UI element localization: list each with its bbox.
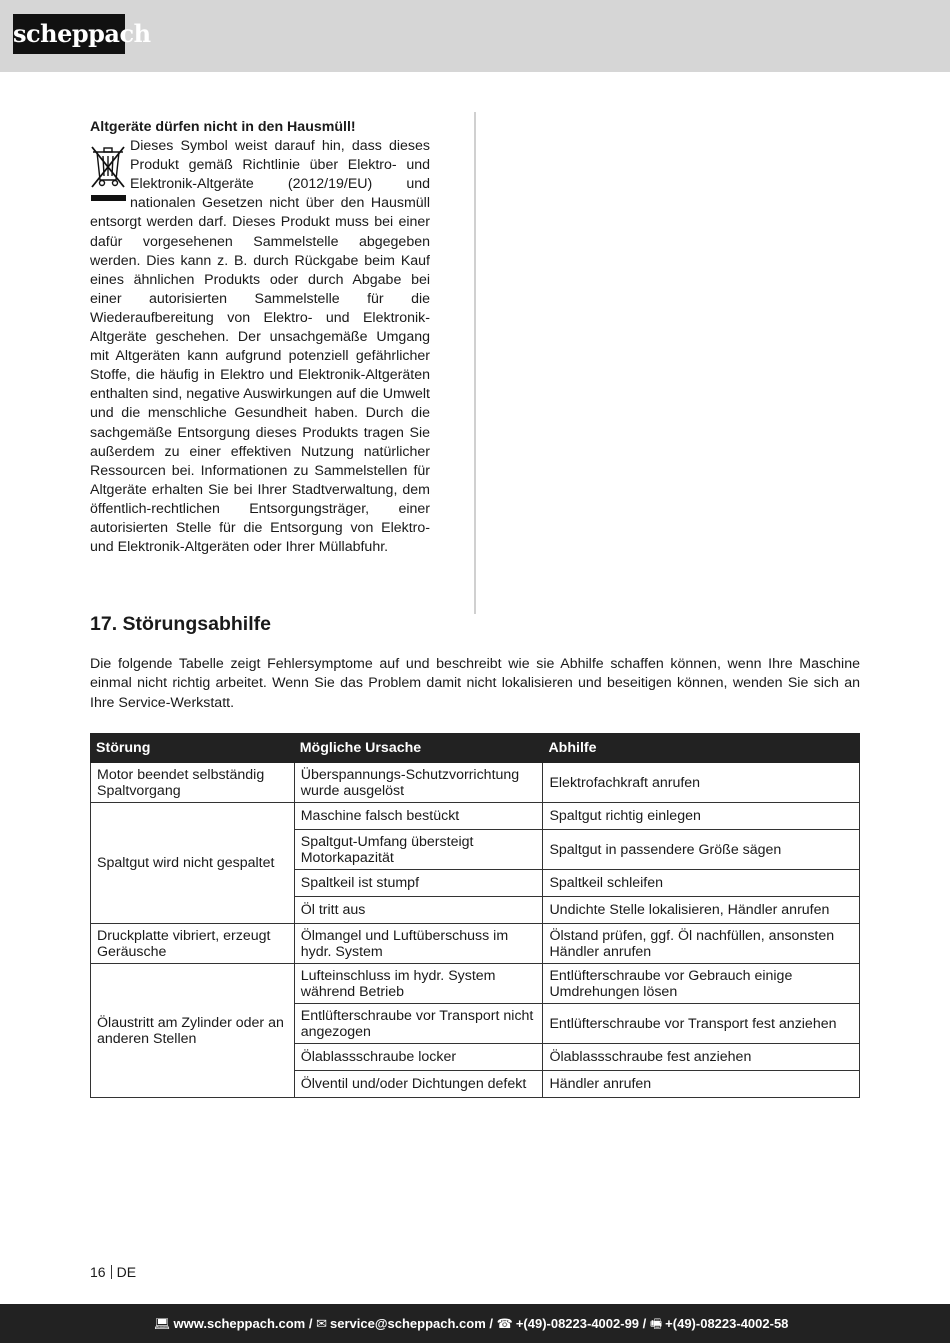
language-code: DE: [116, 1264, 137, 1280]
cause-cell: Ölablassschraube locker: [294, 1044, 543, 1071]
table-row: [91, 964, 860, 1004]
cause-cell: Entlüfterschraube vor Transport nicht angezogen: [294, 1004, 543, 1044]
section-title: 17. Störungsabhilfe: [90, 613, 271, 635]
remedy-cell: Entlüfterschraube vor Gebrauch einige Umdrehungen lösen: [543, 964, 860, 1004]
cause-cell: Überspannungs-Schutzvorrichtung wurde ausgelöst: [294, 763, 543, 803]
fax-number: +(49)-08223-4002-58: [665, 1316, 789, 1331]
remedy-cell: Ölstand prüfen, ggf. Öl nachfüllen, ansonsten Händler anrufen: [543, 924, 860, 964]
page-number: [90, 1264, 136, 1280]
remedy-cell: Spaltgut in passendere Größe sägen: [543, 830, 860, 870]
disposal-notice: [90, 118, 430, 557]
table-row: [91, 803, 860, 830]
column-divider: [474, 112, 476, 614]
header-fault: Störung: [91, 734, 295, 763]
crossed-bin-icon: [90, 139, 128, 205]
computer-icon: 💻︎: [154, 1316, 171, 1331]
remedy-cell: Händler anrufen: [543, 1071, 860, 1098]
contact-line: [154, 1304, 788, 1343]
remedy-cell: Spaltkeil schleifen: [543, 870, 860, 897]
scheppach-logo: scheppach: [13, 14, 125, 54]
table-row: [91, 924, 860, 964]
cause-cell: Ölmangel und Luftüberschuss im hydr. System: [294, 924, 543, 964]
cause-cell: Maschine falsch bestückt: [294, 803, 543, 830]
phone-number: +(49)-08223-4002-99 /: [515, 1316, 647, 1331]
disposal-text: Dieses Symbol weist darauf hin, dass dieses Produkt gemäß Richtlinie über Elektro- und Elektronik-Altgeräte (2012/19/EU) und nationalen Gesetzen nicht über den Hausmüll entsorgt werden darf. Dieses Produkt muss bei einer dafür vorgesehenen Sammelstelle abgegeben werden. Dies kann z. B. durch Rückgabe beim Kauf eines ähnlichen Produkts oder durch Abgabe bei einer autorisierten Sammelstelle für die Wiederaufbereitung von Elektro- und Elektronik-Altgeräte geschehen. Der unsachgemäße Umgang mit Altgeräten kann aufgrund potenziell gefährlicher Stoffe, die häufig in Elektro und Elektronik-Altgeräten enthalten sind, negative Auswirkungen auf die Umwelt und die menschliche Gesundheit haben. Durch die sachgemäße Entsorgung dieses Produkts tragen Sie außerdem zu einer effektiven Nutzung natürlicher Ressourcen bei. Informationen zu Sammelstellen für Altgeräte erhalten Sie bei Ihrer Stadtverwaltung, dem öffentlich-rechtlichen Entsorgungsträger, einer autorisierten Stelle für die Entsorgung von Elektro- und Elektronik-Altgeräten oder Ihrer Müllabfuhr.: [90, 138, 430, 556]
fax-icon: 🖷︎: [649, 1316, 663, 1331]
header-cause: Mögliche Ursache: [294, 734, 543, 763]
table-row: [91, 763, 860, 803]
troubleshooting-table: [90, 733, 860, 1098]
cause-cell: Spaltkeil ist stumpf: [294, 870, 543, 897]
section-intro: Die folgende Tabelle zeigt Fehlersymptome auf und beschreibt wie sie Abhilfe schaffen können, wenn Ihre Maschine einmal nicht richtig arbeitet. Wenn Sie das Problem damit nicht lokalisieren und beseitigen können, wenden Sie sich an Ihre Service-Werkstatt.: [90, 656, 860, 711]
footer-bar: [0, 1304, 950, 1343]
header-remedy: Abhilfe: [543, 734, 860, 763]
fault-cell: Druckplatte vibriert, erzeugt Geräusche: [91, 924, 295, 964]
remedy-cell: Elektrofachkraft anrufen: [543, 763, 860, 803]
fault-cell: Motor beendet selbständig Spaltvorgang: [91, 763, 295, 803]
remedy-cell: Ölablassschraube fest anziehen: [543, 1044, 860, 1071]
remedy-cell: Entlüfterschraube vor Transport fest anziehen: [543, 1004, 860, 1044]
table-header-row: [91, 734, 860, 763]
fault-cell: Ölaustritt am Zylinder oder an anderen Stellen: [91, 964, 295, 1098]
cause-cell: Öl tritt aus: [294, 897, 543, 924]
cause-cell: Ölventil und/oder Dichtungen defekt: [294, 1071, 543, 1098]
page-number-value: 16: [90, 1264, 106, 1280]
phone-icon: ☎︎: [496, 1316, 513, 1331]
mail-icon: ✉︎: [316, 1316, 327, 1331]
email-link[interactable]: service@scheppach.com /: [330, 1316, 493, 1331]
cause-cell: Lufteinschluss im hydr. System während Betrieb: [294, 964, 543, 1004]
remedy-cell: Spaltgut richtig einlegen: [543, 803, 860, 830]
page-header: [0, 0, 950, 72]
cause-cell: Spaltgut-Umfang übersteigt Motorkapazität: [294, 830, 543, 870]
remedy-cell: Undichte Stelle lokalisieren, Händler anrufen: [543, 897, 860, 924]
page-number-separator: [111, 1265, 112, 1279]
disposal-heading: Altgeräte dürfen nicht in den Hausmüll!: [90, 119, 356, 135]
website-link[interactable]: www.scheppach.com /: [173, 1316, 313, 1331]
fault-cell: Spaltgut wird nicht gespaltet: [91, 803, 295, 924]
